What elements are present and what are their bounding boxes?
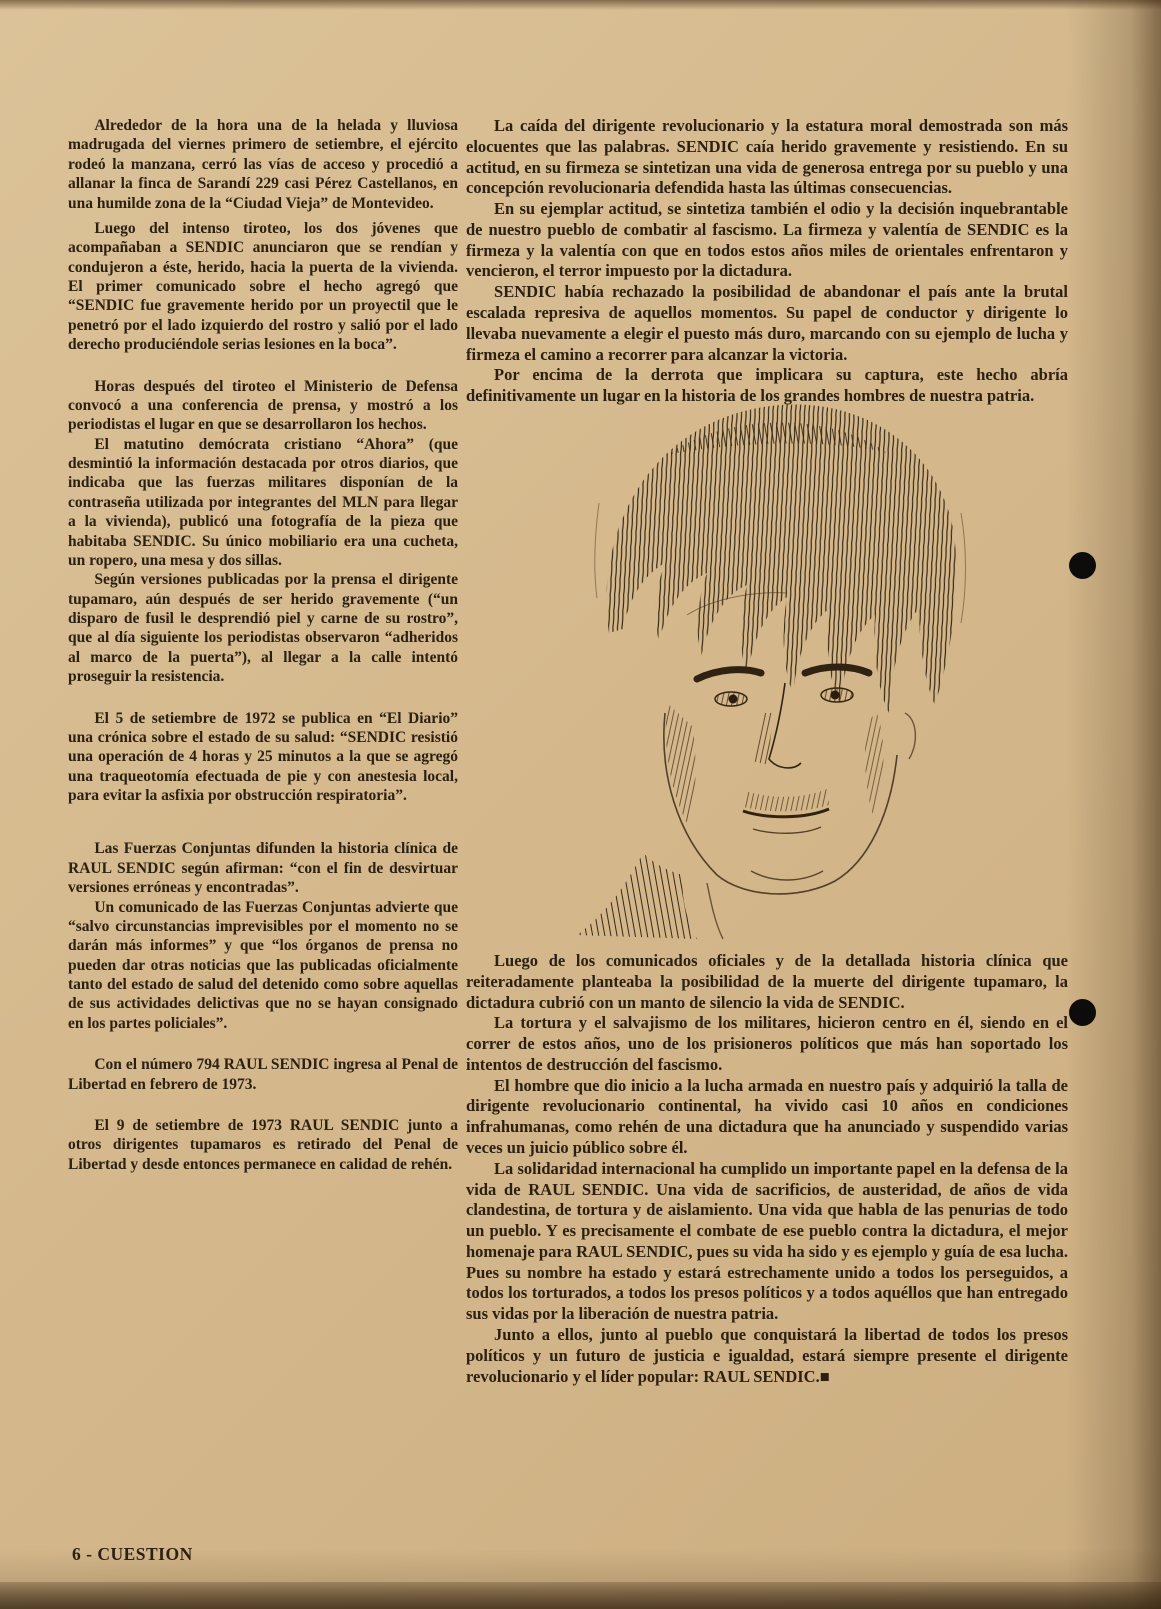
punch-hole-dot [1069, 999, 1096, 1026]
paragraph: La solidaridad internacional ha cumplido un importante papel en la defensa de la vida de RAUL SENDIC. Una vida de sacrificios, de austeridad, de años de vida clandestina, de tortura y de aislamiento. Una vida que habla de las penurias de todo un pueblo. Y es precisamente el combate de ese pueblo contra la dictadura, el mejor homenaje para RAUL SENDIC, pues su vida ha sido y es ejemplo y guía de esa lucha. Pues su nombre ha estado y estará estrechamente unido a todos los perseguidos, a todos los torturados, a todos los presos políticos y a todos aquéllos que han entregado sus vidas por la liberación de nuestra patria. [466, 1158, 1068, 1324]
paragraph: Por encima de la derrota que implicara su captura, este hecho abría definitivamente un lugar en la historia de los grandes hombres de nuestra patria. [466, 365, 1068, 406]
paragraph: Alrededor de la hora una de la helada y lluviosa madrugada del viernes primero de setiembre, el ejército rodeó la manzana, cerró las vías de acceso y procedió a allanar la finca de Sarandí 229 casi Pérez Castellanos, en una humilde zona de la “Ciudad Vieja” de Montevideo. [68, 117, 458, 212]
paragraph: Las Fuerzas Conjuntas difunden la historia clínica de RAUL SENDIC según afirman: “con el fin de desvirtuar versiones erróneas y encontradas”. [68, 840, 458, 897]
left-column [68, 116, 458, 1174]
ink-sketch-portrait [541, 383, 993, 943]
portrait-sketch-svg [541, 383, 993, 943]
paragraph: Luego del intenso tiroteo, los dos jóvenes que acompañaban a SENDIC anunciaron que se rendían y condujeron a éste, herido, hacia la puerta de la vivienda. El primer comunicado sobre el hecho agregó que “SENDIC fue gravemente herido por un proyectil que le penetró por el lado izquierdo del rostro y salió por el lado derecho produciéndole serias lesiones en la boca”. [68, 219, 458, 354]
punch-hole-dot [1069, 552, 1096, 579]
paragraph: La caída del dirigente revolucionario y la estatura moral demostrada son más elocuentes que las palabras. SENDIC caía herido gravemente y resistiendo. En su actitud, en su firmeza se sintetizan una vida de generosa entrega por su pueblo y una concepción revolucionaria defendida hasta las últimas consecuencias. [466, 116, 1068, 198]
paragraph: Luego de los comunicados oficiales y de la detallada historia clínica que reiteradamente planteaba la posibilidad de la muerte del dirigente tupamaro, la dictadura cubrió con un manto de silencio la vida de SENDIC. [466, 950, 1068, 1012]
paragraph: Con el número 794 RAUL SENDIC ingresa al Penal de Libertad en febrero de 1973. [68, 1056, 458, 1093]
paragraph: El matutino demócrata cristiano “Ahora” (que desmintió la información destacada por otros diarios, que indicaba que las fuerzas militares disponían de la contraseña utilizada por integrantes del MLN para llegar a la vivienda), publicó una fotografía de la pieza que habitaba SENDIC. Su único mobiliario era una cucheta, un ropero, una mesa y dos sillas. [68, 435, 458, 569]
paragraph: SENDIC había rechazado la posibilidad de abandonar el país ante la brutal escalada represiva de aquellos momentos. Su papel de conductor y dirigente lo llevaba nuevamente a elegir el puesto más duro, marcando con su ejemplo de lucha y firmeza el camino a recorrer para alcanzar la victoria. [466, 282, 1068, 364]
paragraph: El 9 de setiembre de 1973 RAUL SENDIC junto a otros dirigentes tupamaros es retirado del Penal de Libertad y desde entonces permanece en calidad de rehén. [68, 1116, 458, 1173]
right-column [466, 116, 1068, 1387]
paragraph: En su ejemplar actitud, se sintetiza también el odio y la decisión inquebrantable de nuestro pueblo de combatir al fascismo. La firmeza y valentía de SENDIC es la firmeza y la valentía con que en todos estos años miles de orientales enfrentaron y vencieron, el terror impuesto por la dictadura. [466, 199, 1068, 281]
paragraph: El hombre que dio inicio a la lucha armada en nuestro país y adquirió la talla de dirigente revolucionario continental, ha vivido casi 10 años en condiciones infrahumanas, como rehén de una dictadura que ha anunciado y suspendido varias veces un juicio público sobre él. [466, 1075, 1068, 1157]
paragraph: La tortura y el salvajismo de los militares, hicieron centro en él, siendo en el correr de estos años, uno de los prisioneros políticos que más han soportado los intentos de destrucción del fascismo. [466, 1013, 1068, 1074]
paragraph: Junto a ellos, junto al pueblo que conquistará la libertad de todos los presos políticos y un futuro de justicia e igualdad, estará siempre presente el dirigente revolucionario y el líder popular: RAUL SENDIC.■ [466, 1325, 1068, 1386]
paragraph: Un comunicado de las Fuerzas Conjuntas advierte que “salvo circunstancias imprevisibles por el momento no se darán más informes” y que “los órganos de prensa no pueden dar otras noticias que las publicadas oficialmente tanto del estado de salud del detenido como sobre aquellas de sus actividades delictivas que no se hayan consignado en los partes policiales”. [68, 898, 458, 1032]
paragraph: Según versiones publicadas por la prensa el dirigente tupamaro, aún después de ser herido gravemente (“un disparo de fusil le desprendió piel y carne de su rostro”, que al día siguiente los periodistas observaron “adheridos al marco de la puerta”), al llegar a la calle intentó proseguir la resistencia. [68, 571, 458, 686]
paragraph: El 5 de setiembre de 1972 se publica en “El Diario” una crónica sobre el estado de su salud: “SENDIC resistió una operación de 4 horas y 25 minutos a la que se agregó una traqueotomía efectuada de pie y con anestesia local, para evitar la asfixia por obstrucción respiratoria”. [68, 709, 458, 804]
page-footer: 6 - CUESTION [72, 1544, 193, 1564]
scan-edge-shadow [0, 1582, 1161, 1609]
paragraph: Horas después del tiroteo el Ministerio de Defensa convocó a una conferencia de prensa, y mostró a los periodistas el lugar en que se desarrollaron los hechos. [68, 377, 458, 434]
